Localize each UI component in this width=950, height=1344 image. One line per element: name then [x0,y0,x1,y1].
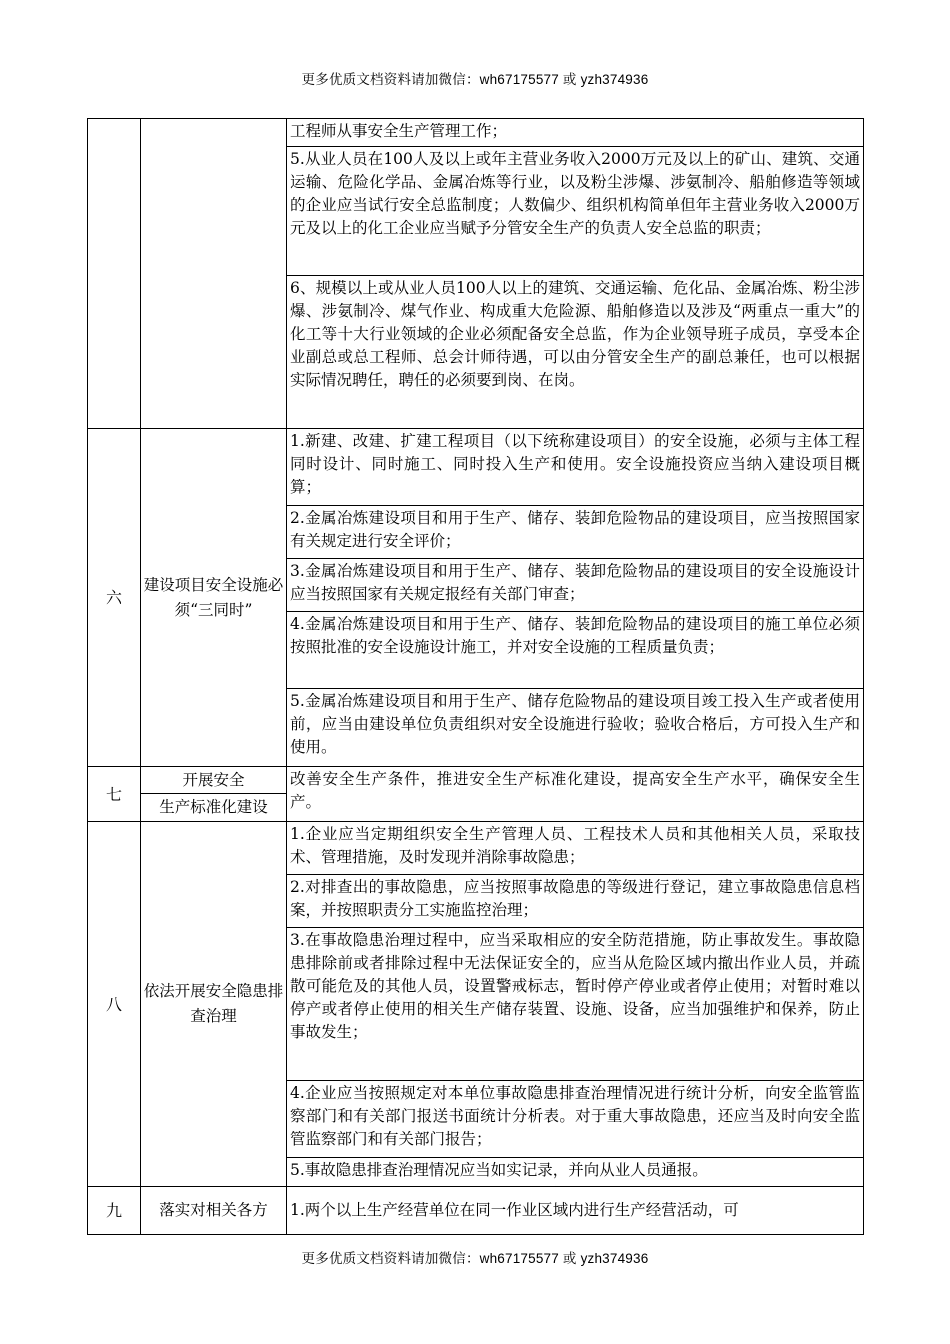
requirement-item: 5.事故隐患排查治理情况应当如实记录，并向从业人员通报。 [287,1158,864,1187]
table-row [88,767,864,822]
requirement-item: 1.新建、改建、扩建工程项目（以下统称建设项目）的安全设施，必须与主体工程同时设计、同时施工、同时投入生产和使用。安全设施投资应当纳入建设项目概算； [287,429,864,506]
section-title-line2: 生产标准化建设 [159,798,268,816]
table-row [88,119,864,147]
requirement-item: 工程师从事安全生产管理工作； [287,119,864,147]
section-number: 八 [88,822,141,1187]
requirement-item: 改善安全生产条件，推进安全生产标准化建设，提高安全生产水平，确保安全生产。 [287,767,864,822]
header-watermark-note: 更多优质文档资料请加微信：wh67175577 或 yzh374936 [301,72,649,87]
section-number: 九 [88,1187,141,1235]
requirement-item: 6、规模以上或从业人员100人以上的建筑、交通运输、危化品、金属冶炼、粉尘涉爆、涉氨制冷、煤气作业、构成重大危险源、船舶修造以及涉及“两重点一重大”的化工等十大行业领域的企业必须配备安全总监，作为企业领导班子成员，享受本企业副总或总工程师、总会计师待遇，可以由分管安全生产的副总兼任，也可以根据实际情况聘任，聘任的必须要到岗、在岗。 [287,276,864,429]
section-title: 建设项目安全设施必须“三同时” [141,429,287,767]
section-number: 六 [88,429,141,767]
section-title: 落实对相关各方 [141,1187,287,1235]
requirement-item: 5.从业人员在100人及以上或年主营业务收入2000万元及以上的矿山、建筑、交通运输、危险化学品、金属冶炼等行业，以及粉尘涉爆、涉氨制冷、船舶修造等领域的企业应当试行安全总监制度；人数偏少、组织机构简单但年主营业务收入2000万元及以上的化工企业应当赋予分管安全生产的负责人安全总监的职责； [287,147,864,276]
requirement-item: 5.金属冶炼建设项目和用于生产、储存危险物品的建设项目竣工投入生产或者使用前，应当由建设单位负责组织对安全设施进行验收；验收合格后，方可投入生产和使用。 [287,689,864,767]
requirement-item: 4.企业应当按照规定对本单位事故隐患排查治理情况进行统计分析，向安全监管监察部门和有关部门报送书面统计分析表。对于重大事故隐患，还应当及时向安全监管监察部门和有关部门报告； [287,1081,864,1158]
table-row [88,1187,864,1235]
continued-title-cell [141,119,287,429]
section-number: 七 [88,767,141,822]
requirement-item: 2.对排查出的事故隐患，应当按照事故隐患的等级进行登记，建立事故隐患信息档案，并按照职责分工实施监控治理； [287,875,864,928]
requirement-item: 2.金属冶炼建设项目和用于生产、储存、装卸危险物品的建设项目，应当按照国家有关规定进行安全评价； [287,506,864,559]
section-title-split [141,767,287,822]
requirement-item: 1.两个以上生产经营单位在同一作业区域内进行生产经营活动，可 [287,1187,864,1235]
section-title-line1: 开展安全 [141,767,286,794]
section-title: 依法开展安全隐患排查治理 [141,822,287,1187]
footer-watermark-note: 更多优质文档资料请加微信：wh67175577 或 yzh374936 [301,1251,649,1266]
continued-number-cell [88,119,141,429]
table-row [88,822,864,875]
requirement-item: 3.在事故隐患治理过程中，应当采取相应的安全防范措施，防止事故发生。事故隐患排除前或者排除过程中无法保证安全的，应当从危险区域内撤出作业人员，并疏散可能危及的其他人员，设置警戒标志，暂时停产停业或者停止使用；对暂时难以停产或者停止使用的相关生产储存装置、设施、设备，应当加强维护和保养，防止事故发生； [287,928,864,1081]
safety-requirements-table [87,118,864,1235]
requirement-item: 4.金属冶炼建设项目和用于生产、储存、装卸危险物品的建设项目的施工单位必须按照批准的安全设施设计施工，并对安全设施的工程质量负责； [287,612,864,689]
requirement-item: 3.金属冶炼建设项目和用于生产、储存、装卸危险物品的建设项目的安全设施设计应当按照国家有关规定报经有关部门审查； [287,559,864,612]
requirement-item: 1.企业应当定期组织安全生产管理人员、工程技术人员和其他相关人员，采取技术、管理措施，及时发现并消除事故隐患； [287,822,864,875]
table-row [88,429,864,506]
